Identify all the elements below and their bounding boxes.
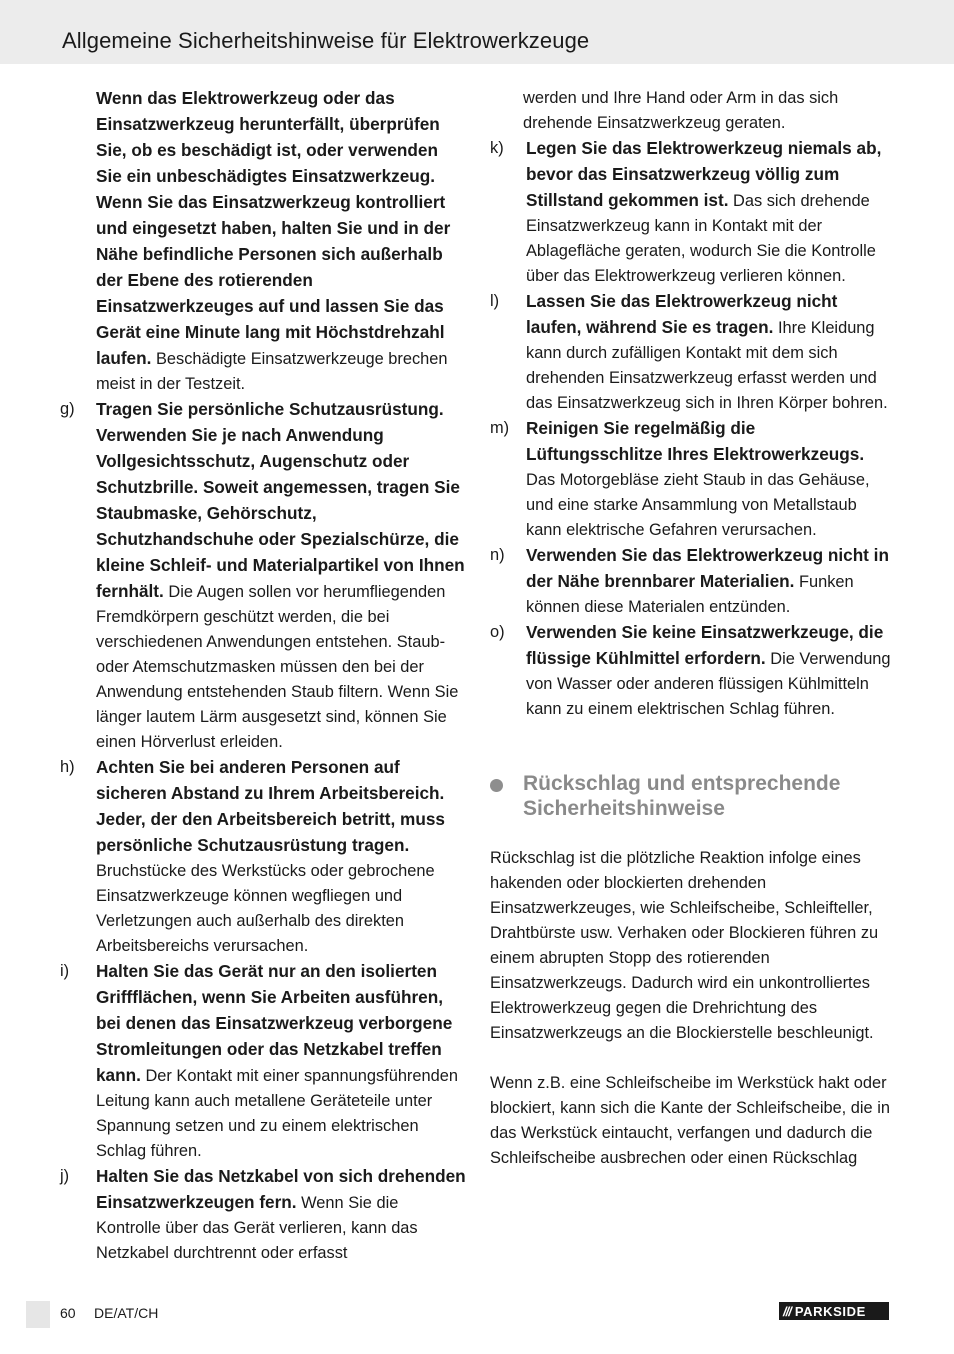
- page-header: [0, 0, 954, 64]
- list-item-i: [60, 959, 466, 1164]
- kickback-paragraph-1: Rückschlag ist die plötzliche Reaktion infolge eines hakenden oder blockierten drehenden Einsatzwerkzeuges, wie Schleifscheibe, Schleifteller, Drahtbürste usw. Verhaken oder Blockieren führen zu einem abrupten Stopp des rotierenden Einsatzwerkzeugs. Dadurch wird ein unkontrolliertes Elektrowerkzeug gegen die Drehrichtung des Einsatzwerkzeugs an die Blockierstelle beschleunigt.: [490, 849, 879, 1042]
- item-body: [96, 959, 466, 1164]
- bullet-icon: [490, 779, 503, 792]
- item-bold-text: Verwenden Sie das Elektrowerkzeug nicht in der Nähe brennbarer Materialien.: [526, 545, 889, 591]
- item-body: [96, 755, 466, 959]
- logo-text: PARKSIDE: [794, 1303, 866, 1319]
- page-number: 60: [60, 1305, 76, 1321]
- section-title: Rückschlag und entsprechende Sicherheitshinweise: [523, 772, 841, 820]
- kickback-paragraph-2: Wenn z.B. eine Schleifscheibe im Werkstück hakt oder blockiert, kann sich die Kante der Schleifscheibe, die in das Werkstück eintaucht, verfangen und dadurch die Schleifscheibe ausbrechen oder einen Rückschlag: [490, 1074, 890, 1167]
- intro-paragraph: [60, 86, 466, 397]
- region-code: DE/AT/CH: [94, 1305, 159, 1321]
- left-column: [60, 86, 466, 1266]
- item-bold-text: Halten Sie das Gerät nur an den isolierten Griffflächen, wenn Sie Arbeiten ausführen, bei denen das Einsatzwerkzeug verborgene Stromleitungen oder das Netzkabel treffen kann.: [96, 961, 453, 1085]
- item-bold-text: Reinigen Sie regelmäßig die Lüftungsschlitze Ihres Elektrowerkzeugs.: [526, 418, 865, 464]
- list-item-h: [60, 755, 466, 959]
- item-letter: j): [60, 1167, 70, 1185]
- item-normal-text: Bruchstücke des Werkstücks oder gebrochene Einsatzwerkzeuge können wegfliegen und Verletzungen auch außerhalb des direkten Arbeitsbereichs verursachen.: [96, 862, 435, 955]
- list-item-n: [490, 543, 892, 620]
- spacer: [490, 1046, 892, 1071]
- item-bold-text: Achten Sie bei anderen Personen auf sicheren Abstand zu Ihrem Arbeitsbereich. Jeder, der den Arbeitsbereich betritt, muss persönliche Schutzausrüstung tragen.: [96, 757, 445, 855]
- spacer: [490, 821, 892, 846]
- item-normal-text: Wenn Sie die Kontrolle über das Gerät verlieren, kann das Netzkabel durchtrennt oder erfasst: [96, 1194, 418, 1262]
- item-bold-text: Halten Sie das Netzkabel von sich drehenden Einsatzwerkzeugen fern.: [96, 1166, 466, 1212]
- item-letter: h): [60, 758, 75, 776]
- item-bold-text: Tragen Sie persönliche Schutzausrüstung. Verwenden Sie je nach Anwendung Vollgesichtsschutz, Augenschutz oder Schutzbrille. Soweit angemessen, tragen Sie Staubmaske, Gehörschutz, Schutzhandschuhe oder Spezialschürze, die kleine Schleif- und Materialpartikel von Ihnen fernhält.: [96, 399, 465, 601]
- list-item-k: [490, 136, 892, 289]
- item-bold-text: Legen Sie das Elektrowerkzeug niemals ab, bevor das Einsatzwerkzeug völlig zum Stillstand gekommen ist.: [526, 138, 882, 210]
- item-normal-text: Ihre Kleidung kann durch zufälligen Kontakt mit dem sich drehenden Einsatzwerkzeug erfasst werden und das Einsatzwerkzeug sich in Ihren Körper bohren.: [526, 319, 888, 412]
- item-body: [526, 136, 892, 289]
- item-letter: i): [60, 962, 70, 980]
- item-normal-text: Funken können diese Materialen entzünden.: [526, 573, 854, 616]
- item-body: [526, 543, 892, 620]
- item-body: [526, 416, 892, 543]
- right-column: [490, 86, 892, 1171]
- list-item-m: [490, 416, 892, 543]
- item-normal-text: Die Augen sollen vor herumfliegenden Fremdkörpern geschützt werden, die bei verschiedenen Anwendungen entstehen. Staub- oder Atemschutzmasken müssen den bei der Anwendung entstehenden Staub filtern. Wenn Sie länger lautem Lärm ausgesetzt sind, können Sie einen Hörverlust erleiden.: [96, 583, 459, 751]
- item-letter: o): [490, 623, 505, 641]
- item-normal-text: Die Verwendung von Wasser oder anderen flüssigen Kühlmitteln kann zu einem elektrischen Schlag führen.: [526, 650, 891, 718]
- section-heading: [490, 771, 892, 821]
- item-body: [526, 620, 892, 722]
- item-normal-text: Das Motorgebläse zieht Staub in das Gehäuse, und eine starke Ansammlung von Metallstaub kann elektrische Gefahren verursachen.: [526, 471, 870, 539]
- list-item-g: [60, 397, 466, 755]
- page-title: Allgemeine Sicherheitshinweise für Elektrowerkzeuge: [62, 28, 590, 53]
- footer-tab-marker: [26, 1301, 50, 1328]
- item-letter: l): [490, 292, 500, 310]
- parkside-logo: [779, 1302, 889, 1320]
- intro-normal-text: Beschädigte Einsatzwerkzeuge brechen meist in der Testzeit.: [96, 350, 448, 393]
- list-item-o: [490, 620, 892, 722]
- item-body: [96, 1164, 466, 1266]
- item-normal-text: Der Kontakt mit einer spannungsführenden Leitung kann auch metallene Geräteteile unter Spannung setzen und zu einem elektrischen Schlag führen.: [96, 1067, 458, 1160]
- item-letter: k): [490, 139, 504, 157]
- item-normal-text: Das sich drehende Einsatzwerkzeug kann in Kontakt mit der Ablagefläche geraten, wodurch Sie die Kontrolle über das Elektrowerkzeug verlieren können.: [526, 192, 876, 285]
- item-body: [96, 397, 466, 755]
- item-letter: n): [490, 546, 505, 564]
- intro-bold-text: Wenn das Elektrowerkzeug oder das Einsatzwerkzeug herunterfällt, überprüfen Sie, ob es beschädigt ist, oder verwenden Sie ein unbeschädigtes Einsatzwerkzeug. Wenn Sie das Einsatzwerkzeug kontrolliert und eingesetzt haben, halten Sie und in der Nähe befindliche Personen sich außerhalb der Ebene des rotierenden Einsatzwerkzeuges auf und lassen Sie das Gerät eine Minute lang mit Höchstdrehzahl laufen.: [96, 88, 451, 368]
- item-letter: m): [490, 419, 510, 437]
- list-item-l: [490, 289, 892, 416]
- list-item-j: [60, 1164, 466, 1266]
- continuation-text: werden und Ihre Hand oder Arm in das sich drehende Einsatzwerkzeug geraten.: [523, 89, 839, 132]
- item-letter: g): [60, 400, 75, 418]
- item-bold-text: Lassen Sie das Elektrowerkzeug nicht laufen, während Sie es tragen.: [526, 291, 838, 337]
- item-bold-text: Verwenden Sie keine Einsatzwerkzeuge, die flüssige Kühlmittel erfordern.: [526, 622, 884, 668]
- item-body: [526, 289, 892, 416]
- logo-stripes-icon: ///: [783, 1303, 791, 1319]
